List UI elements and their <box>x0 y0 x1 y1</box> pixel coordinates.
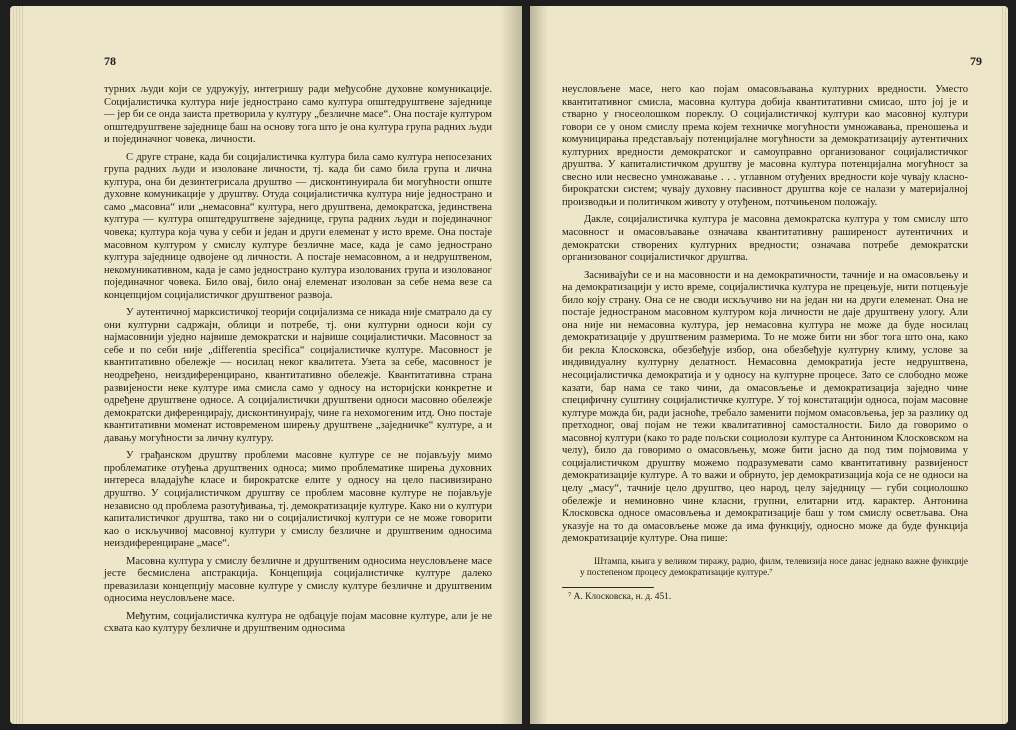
paragraph: Масовна култура у смислу безличне и друштвеним односима неусловљене масе јесте бесмислена апстракција. Концепција социјалистичке културе далеко превазилази концепцију масовне културе у смислу културе безличне и друштвеним односима неусловљене масе. <box>104 555 492 605</box>
paragraph: У грађанском друштву проблеми масовне културе се не појављују мимо проблематике отуђења друштвених односа; мимо проблематике ширења духовних интереса владајуће класе и бирократске елите у односу на цело пасивизирано друштво. У социјалистичком друштву се проблем масовне културе не појављује независно од проблема разотуђивања, тј. демократизације културе. Како ни о култури капиталистичког друштва, тако ни о социјалистичкој култури се не може говорити као о искључивој масовној култури у смислу безличне и друштвеним односима неиздиференциране „масе“. <box>104 450 492 550</box>
paragraph: У аутентичној марксистичкој теорији социјализма се никада није сматрало да су они културни садржаји, облици и потребе, тј. они културни односи који су најмасовнији уједно највише демократски и највише социјалистички. Масовност за себе и по себи није „differentia specifica“ социјалистичке културе. Масовност је квантитативно обележје — носилац неког квалитета. Узета за себе, масовност је неодређено, неиздиференцирано, квантитативно обележје. Квантитативна страна развијености неке културе има смисла само у односу на историјски конкретне и одређене друштвене односе. А социјалистички друштвени односи масовно обележје демократски диференцирају, дисконтинуирају, чине га нехомогеним итд. Оно постаје квантитативни моменат истовременом ширењу друштвене „заједничке“ културе, а и давању могућности за личну културу. <box>104 307 492 444</box>
paragraph: турних људи који се удружују, интегришу ради међусобне духовне комуникације. Социјалистичка култура није једнострано само култура општедруштвене заједнице — јер би се онда заиста претворила у културу „безличне масе“. Она постаје културом општедруштвене заједнице баш на основу тога што је она култура група радних људи и појединачног човека, личности. <box>104 84 492 146</box>
page-edges <box>1000 6 1008 724</box>
footnote: ⁷ А. Клосковска, н. д. 451. <box>568 591 672 602</box>
gutter-shadow <box>530 6 548 724</box>
gutter-shadow <box>500 6 522 724</box>
left-page <box>10 6 522 724</box>
page-number: 79 <box>970 54 982 68</box>
paragraph: Заснивајући се и на масовности и на демократичности, тачније и на омасовљењу и на демократизацији у исто време, социјалистичка култура не прецењује, нити потцењује било коју страну. Она се не своди искључиво ни на један ни на други елеменат. Она не постаје једностраном масовном културом која личности не даје друштвену улогу. Али она није ни немасовна култура, јер немасовна култура не може да буде носилац демократизације у друштвеним размерима. То не може бити ни због тога што она, како би рекла Клосковска, обезбеђује избор, она обезбеђује културну климу, услове за индивидуалну културну делатност. Немасовна демократија јесте недруштвена, несоцијалистичка демократија и у односу на културне процесе. Зато се слободно може казати, бар нама се тако чини, да омасовљење и демократизација заједно чине специфичну суштину социјалистичке културе. У тој констатацији односа, појам масовне културе можда би, ради јасноће, требало заменити појмом омасовљења, јер за разлику од претходног, овај појам не тежи квалитативној самосталности. Било да говоримо о масовној култури (како то раде пољски социолози културе са Антонином Клосковском на челу), било да говоримо о омасовљењу, може бити јасно да под тим појмовима у социјалистичком друштву можемо подразумевати само квантитативну развијеност демократизације културе. А то важи и обрнуто, јер демократизација која се не односи на целу „масу“, тачније цело друштво, цео народ, целу заједницу — губи социолошко обележје и неминовно чине класни, групни, елитарни итд. карактер. Антонина Клосковска односе омасовљења и демократизације баш у том смислу осветљава. Она указује на то да омасовљење може да има функцију, односно може да буде функција демократизације културе. Она пише: <box>562 269 968 545</box>
paragraph: С друге стране, када би социјалистичка култура била само култура непосезаних група радних људи и изоловане личности, тј. када би само била група и лична култура, она би дезинтегрисала друштво — дисконтинуирала би могућности опште духовне комуникације у друштву. Отуда социјалистичка култура није једнострано и само „масовна“ или „немасовна“ култура, него друштвена, демократска, јединствена култура — култура општедруштвене заједнице, група радних људи и појединачног човека; култура која чува у себи и један и други елеменат у исто време. Она постаје масовном културом у смислу културе безличне масе, када је само једнострано култура заједнице одвојене од личности. А постаје немасовном, а и недруштвеном, некомуникативном, када је само једнострано култура изолованих група и изолованог појединачног човека. Било овај, било онај елеменат изолован за себе нема везе са концепцијом социјалистичког друштвеног развоја. <box>104 151 492 301</box>
paragraph: Дакле, социјалистичка култура је масовна демократска култура у том смислу што масовност и омасовљавање означава квантитативну раширеност аутентичних и демократски створених културних вредности; означава потребе демократски организованог социјалистичког друштва. <box>562 214 968 264</box>
body-text <box>562 84 968 603</box>
page-number: 78 <box>104 54 116 68</box>
paragraph: неусловљене масе, него као појам омасовљавања културних вредности. Уместо квантитативног смисла, масовна култура добија квантитативни смисао, што јој је и стварно у гносеолошком пореклу. О социјалистичкој култури као масовној култури говори се у оном смислу према којем техничке могућности умножавања, преношења и комуницирања представљају потенцијалне могућности за демократизацију аутентичних културних вредности демократског и самоуправно организованог социјалистичког друштва. У капиталистичком друштву је масовна култура потенцијална могућност за свесно или несвесно умножавање . . . углавном отуђених вредности које чувају класно-бирократски систем; чувају духовну пасивност друштва које се налази у материјалној производњи и политичком животу у отуђеном, потчињеном положају. <box>562 84 968 208</box>
footnote-divider <box>562 587 654 588</box>
paragraph: Међутим, социјалистичка култура не одбацује појам масовне културе, али је не схвата као културу безличне и друштвеним односима <box>104 610 492 635</box>
block-quote <box>562 556 968 578</box>
page-edges <box>10 6 24 724</box>
quote-text: Штампа, књига у великом тиражу, радио, филм, телевизија носе данас једнако важне функције у постепеном процесу демократизације културе.⁷ <box>580 555 968 577</box>
right-page <box>530 6 1008 724</box>
body-text <box>104 84 492 636</box>
